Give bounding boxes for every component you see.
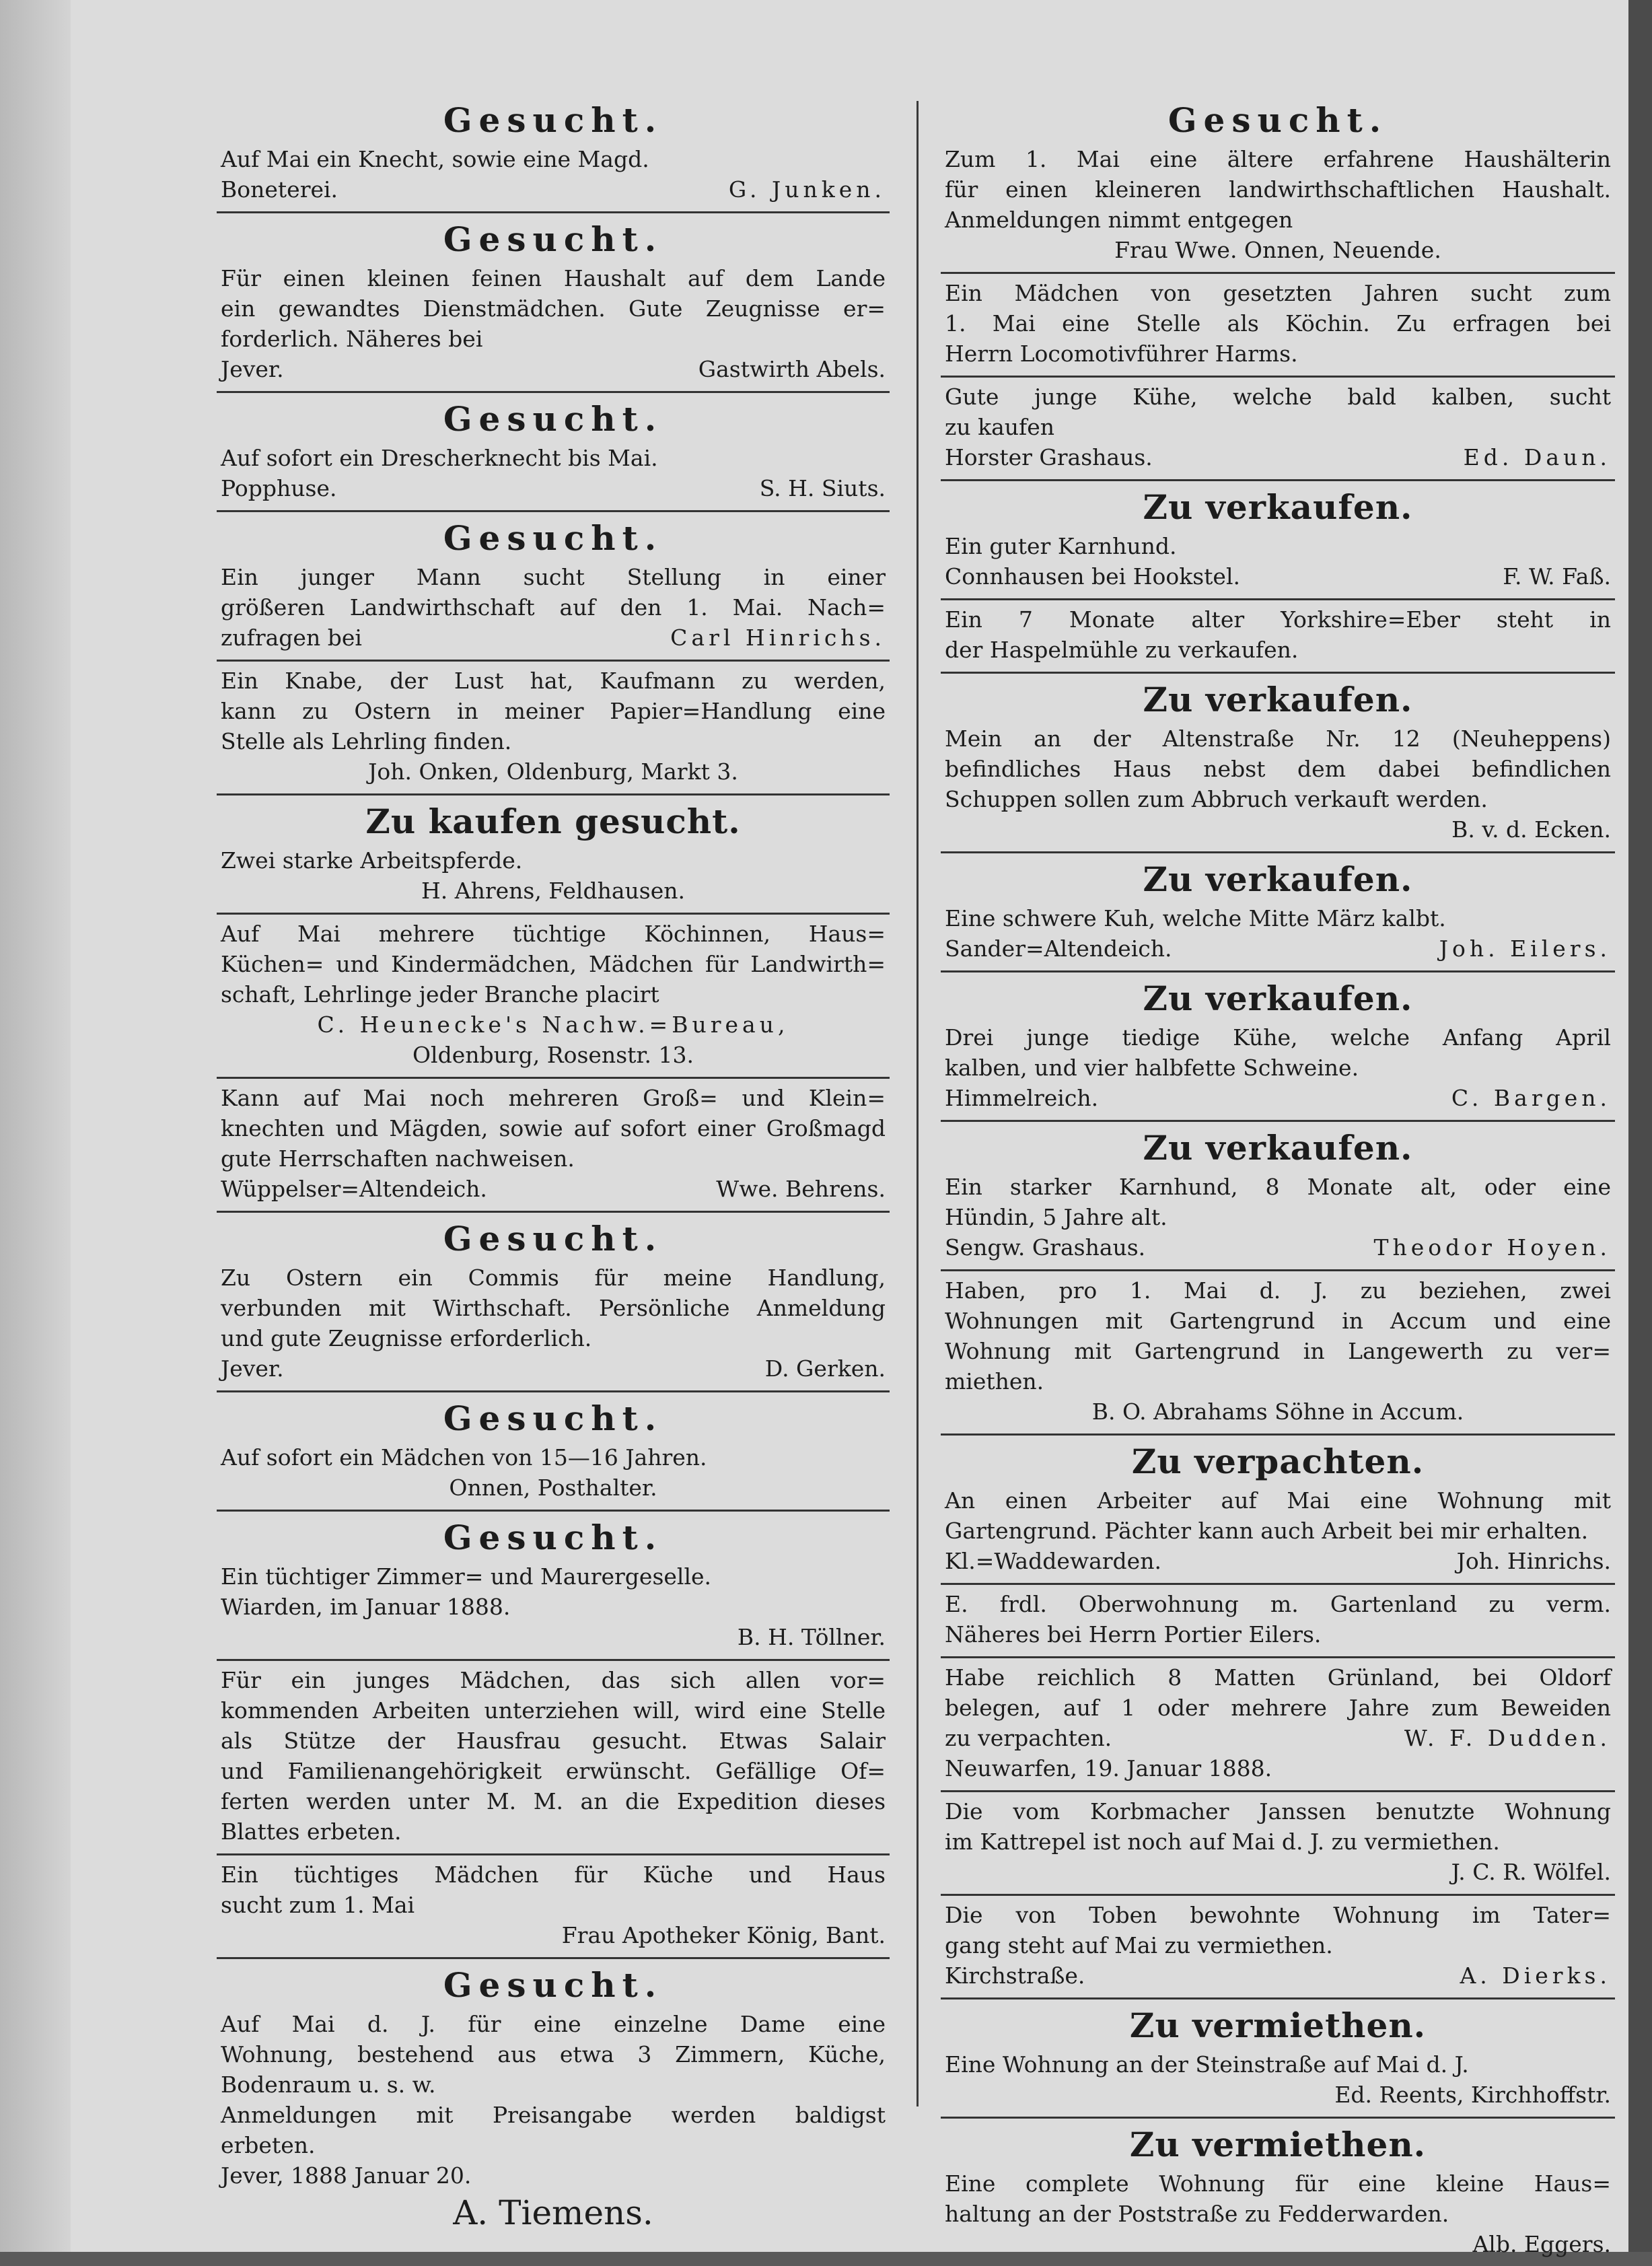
ad-text: Ein junger Mann sucht Stellung in einer <box>221 564 886 590</box>
ad-left-6 <box>217 795 890 915</box>
ad-text: Gartengrund. Pächter kann auch Arbeit bei mir erhalten. <box>945 1518 1589 1544</box>
ad-right-6 <box>941 674 1615 853</box>
ad-signature: Oldenburg, Rosenstr. 13. <box>412 1042 694 1068</box>
ad-right-16 <box>941 1999 1615 2119</box>
ad-right-2 <box>941 274 1615 378</box>
ad-text: E. frdl. Oberwohnung m. Gartenland zu verm. <box>945 1591 1611 1617</box>
ad-signature <box>221 1353 886 1384</box>
ad-text: gute Herrschaften nachweisen. <box>221 1145 575 1172</box>
ad-text: befindliches Haus nebst dem dabei befindlichen <box>945 756 1611 782</box>
ad-text: Bodenraum u. s. w. <box>221 2072 436 2098</box>
ad-text: Ein Mädchen von gesetzten Jahren sucht zum <box>945 280 1611 306</box>
ad-text: Ein Knabe, der Lust hat, Kaufmann zu werden, <box>221 668 886 694</box>
ad-text: sucht zum 1. Mai <box>221 1892 415 1918</box>
ad-text: Schuppen sollen zum Abbruch verkauft werden. <box>945 786 1488 812</box>
ad-signature: Ed. Reents, Kirchhoffstr. <box>1334 2082 1611 2108</box>
ad-right-9 <box>941 1122 1615 1271</box>
ad-signature: Alb. Eggers. <box>1472 2231 1611 2257</box>
ad-text: belegen, auf 1 oder mehrere Jahre zum Beweiden <box>945 1695 1611 1721</box>
ad-left-8 <box>217 1079 890 1213</box>
ad-signature: H. Ahrens, Feldhausen. <box>421 878 685 904</box>
ad-text: Wohnung mit Gartengrund in Langewerth zu ver= <box>945 1338 1611 1364</box>
ad-name: Joh. Eilers. <box>1439 935 1611 962</box>
ad-text: Wohnung, bestehend aus etwa 3 Zimmern, Küche, <box>221 2041 886 2067</box>
ad-place: Boneterei. <box>221 176 338 203</box>
ad-name: D. Gerken. <box>764 1355 886 1382</box>
ad-place: Connhausen bei Hookstel. <box>945 563 1240 590</box>
ad-signature: Onnen, Posthalter. <box>449 1475 657 1501</box>
ad-text: erbeten. <box>221 2132 316 2158</box>
binding-edge <box>0 0 71 2252</box>
ad-text: Zwei starke Arbeitspferde. <box>221 847 523 874</box>
ad-left-11 <box>217 1512 890 1661</box>
ad-heading: Zu verkaufen. <box>1143 680 1413 719</box>
ad-text: verbunden mit Wirthschaft. Persönliche Anmeldung <box>221 1295 886 1321</box>
column-divider <box>917 101 919 2106</box>
ad-text: ferten werden unter M. M. an die Expedition dieses <box>221 1788 886 1814</box>
ad-text: haltung an der Poststraße zu Fedderwarden. <box>945 2201 1449 2227</box>
ad-text: Für einen kleinen feinen Haushalt auf dem Lande <box>221 265 886 291</box>
ad-text: kann zu Ostern in meiner Papier=Handlung eine <box>221 698 886 724</box>
ad-place: Kl.=Waddewarden. <box>945 1548 1161 1574</box>
ad-text: Kann auf Mai noch mehreren Groß= und Klein= <box>221 1085 886 1111</box>
ad-heading: Zu vermiethen. <box>1129 2006 1427 2045</box>
ad-right-8 <box>941 972 1615 1122</box>
ad-text: größeren Landwirthschaft auf den 1. Mai. Nach= <box>221 594 886 621</box>
ad-text: Eine schwere Kuh, welche Mitte März kalbt. <box>945 905 1446 931</box>
ad-signature: J. C. R. Wölfel. <box>1451 1859 1611 1885</box>
ad-text: Hündin, 5 Jahre alt. <box>945 1204 1168 1230</box>
ad-name: Ed. Daun. <box>1463 444 1611 470</box>
ad-heading: Gesucht. <box>443 1398 663 1438</box>
ad-heading: Zu verpachten. <box>1131 1442 1425 1481</box>
ad-text: und gute Zeugnisse erforderlich. <box>221 1325 592 1351</box>
ad-text: Wohnungen mit Gartengrund in Accum und eine <box>945 1308 1611 1334</box>
ad-signature: Joh. Onken, Oldenburg, Markt 3. <box>368 758 738 785</box>
ad-signature: B. v. d. Ecken. <box>1451 816 1611 843</box>
ad-left-13 <box>217 1855 890 1959</box>
ad-text: Die vom Korbmacher Janssen benutzte Wohnung <box>945 1798 1611 1825</box>
ad-text: Stelle als Lehrling finden. <box>221 728 512 754</box>
ad-signature <box>945 442 1611 472</box>
ad-text: Eine complete Wohnung für eine kleine Haus= <box>945 2170 1611 2197</box>
ad-heading: Zu vermiethen. <box>1129 2125 1427 2164</box>
ad-text: Eine Wohnung an der Steinstraße auf Mai d. J. <box>945 2051 1469 2078</box>
ad-text: Ein guter Karnhund. <box>945 533 1177 559</box>
ad-heading: Gesucht. <box>443 1965 663 2005</box>
ad-right-12 <box>941 1585 1615 1658</box>
ad-name: C. Bargen. <box>1451 1085 1611 1111</box>
ad-place: Popphuse. <box>221 475 337 501</box>
ad-signature <box>945 1723 1611 1753</box>
ad-name: Joh. Hinrichs. <box>1456 1548 1611 1574</box>
ad-text: Näheres bei Herrn Portier Eilers. <box>945 1621 1322 1648</box>
ad-right-13 <box>941 1658 1615 1792</box>
ad-text: Ein tüchtiger Zimmer= und Maurergeselle. <box>221 1563 712 1590</box>
ad-right-15 <box>941 1896 1615 1999</box>
ad-text: Blattes erbeten. <box>221 1818 402 1845</box>
ad-name: S. H. Siuts. <box>759 475 886 501</box>
ad-place: Wüppelser=Altendeich. <box>221 1176 487 1202</box>
ad-signature <box>221 473 886 503</box>
ad-right-4 <box>941 481 1615 600</box>
ad-right-5 <box>941 600 1615 674</box>
ad-left-12 <box>217 1661 890 1855</box>
ad-heading: Gesucht. <box>443 399 663 439</box>
ad-text: Haben, pro 1. Mai d. J. zu beziehen, zwei <box>945 1277 1611 1304</box>
ad-text: Neuwarfen, 19. Januar 1888. <box>945 1755 1272 1781</box>
ad-place: Himmelreich. <box>945 1085 1099 1111</box>
ad-text: Mein an der Altenstraße Nr. 12 (Neuheppens) <box>945 725 1611 752</box>
ad-text: im Kattrepel ist noch auf Mai d. J. zu vermiethen. <box>945 1829 1500 1855</box>
ad-text: und Familienangehörigkeit erwünscht. Gefällige Of= <box>221 1758 886 1784</box>
ad-name: G. Junken. <box>728 176 886 203</box>
ad-name: F. W. Faß. <box>1503 563 1611 590</box>
ad-right-11 <box>941 1436 1615 1585</box>
ad-signature <box>221 1174 886 1204</box>
ad-right-3 <box>941 378 1615 481</box>
ad-place: Horster Grashaus. <box>945 444 1153 470</box>
ad-text: An einen Arbeiter auf Mai eine Wohnung mit <box>945 1487 1611 1514</box>
ad-heading: Gesucht. <box>443 100 663 140</box>
ad-text: gang steht auf Mai zu vermiethen. <box>945 1932 1333 1958</box>
ad-text: kalben, und vier halbfette Schweine. <box>945 1055 1359 1081</box>
ad-heading: Gesucht. <box>1168 100 1388 140</box>
ad-signature <box>221 354 886 384</box>
ad-left-10 <box>217 1392 890 1512</box>
ad-name: Carl Hinrichs. <box>670 625 886 651</box>
ad-signature <box>945 1546 1611 1576</box>
ad-text: miethen. <box>945 1368 1044 1394</box>
ad-text: zufragen bei <box>221 625 362 651</box>
ad-text: Auf Mai ein Knecht, sowie eine Magd. <box>221 146 649 172</box>
ad-text: zu verpachten. <box>945 1725 1112 1751</box>
left-column <box>217 94 890 2242</box>
ad-text: Wiarden, im Januar 1888. <box>221 1594 511 1620</box>
ad-text: Ein starker Karnhund, 8 Monate alt, oder eine <box>945 1174 1611 1200</box>
ad-text: ein gewandtes Dienstmädchen. Gute Zeugnisse er= <box>221 295 886 322</box>
ad-left-3 <box>217 393 890 512</box>
ad-text: Küchen= und Kindermädchen, Mädchen für Landwirth= <box>221 951 886 977</box>
ad-text: Ein tüchtiges Mädchen für Küche und Haus <box>221 1862 886 1888</box>
ad-text: Auf Mai d. J. für eine einzelne Dame eine <box>221 2011 886 2037</box>
ad-signature <box>945 561 1611 592</box>
ad-text: Anmeldungen mit Preisangabe werden baldigst <box>221 2102 886 2128</box>
page-edge-shadow <box>1628 0 1652 2252</box>
ad-text: Auf sofort ein Drescherknecht bis Mai. <box>221 445 658 471</box>
ad-place: Sander=Altendeich. <box>945 935 1172 962</box>
ad-right-1 <box>941 94 1615 274</box>
ad-left-5 <box>217 662 890 795</box>
ad-left-4 <box>217 512 890 662</box>
ad-signature: Frau Wwe. Onnen, Neuende. <box>1114 237 1441 263</box>
ad-heading: Gesucht. <box>443 1518 663 1557</box>
ad-signature <box>945 933 1611 964</box>
ad-place: Sengw. Grashaus. <box>945 1234 1146 1261</box>
ad-text: schaft, Lehrlinge jeder Branche placirt <box>221 981 659 1007</box>
ad-name: Gastwirth Abels. <box>698 356 886 382</box>
ad-heading: Gesucht. <box>443 219 663 259</box>
ad-signature: Frau Apotheker König, Bant. <box>561 1922 886 1948</box>
ad-place: Jever. <box>221 356 284 382</box>
ad-text: Die von Toben bewohnte Wohnung im Tater= <box>945 1902 1611 1928</box>
ad-right-17 <box>941 2119 1615 2266</box>
ad-name: W. F. Dudden. <box>1404 1725 1611 1751</box>
ad-text: knechten und Mägden, sowie auf sofort einer Großmagd <box>221 1115 886 1141</box>
ad-heading: Zu verkaufen. <box>1143 859 1413 899</box>
ad-text: als Stütze der Hausfrau gesucht. Etwas Salair <box>221 1728 886 1754</box>
ad-name: Theodor Hoyen. <box>1373 1234 1611 1261</box>
ad-signature: B. O. Abrahams Söhne in Accum. <box>1091 1398 1464 1425</box>
ad-text: zu kaufen <box>945 414 1055 440</box>
ad-text: 1. Mai eine Stelle als Köchin. Zu erfragen bei <box>945 310 1611 337</box>
ad-text: für einen kleineren landwirthschaftlichen Haushalt. <box>945 176 1611 203</box>
ad-text: Zu Ostern ein Commis für meine Handlung, <box>221 1265 886 1291</box>
ad-left-9 <box>217 1213 890 1392</box>
ad-signature <box>945 1232 1611 1263</box>
right-column <box>941 94 1615 2266</box>
ad-left-7 <box>217 915 890 1079</box>
ad-text: kommenden Arbeiten unterziehen will, wird eine Stelle <box>221 1697 886 1724</box>
ad-text: forderlich. Näheres bei <box>221 326 483 352</box>
ad-left-2 <box>217 213 890 393</box>
ad-signature: A. Tiemens. <box>453 2193 653 2232</box>
ad-signature: C. Heunecke's Nachw.=Bureau, <box>317 1012 789 1038</box>
ad-signature <box>221 623 886 653</box>
ad-name: A. Dierks. <box>1460 1962 1611 1989</box>
ad-text: Jever, 1888 Januar 20. <box>221 2162 472 2189</box>
ad-heading: Zu verkaufen. <box>1143 979 1413 1018</box>
ad-signature: B. H. Töllner. <box>737 1624 886 1650</box>
ad-signature <box>221 174 886 205</box>
ad-heading: Gesucht. <box>443 1219 663 1259</box>
ad-heading: Zu verkaufen. <box>1143 487 1413 527</box>
ad-right-10 <box>941 1271 1615 1436</box>
ad-text: Gute junge Kühe, welche bald kalben, sucht <box>945 384 1611 410</box>
ad-text: der Haspelmühle zu verkaufen. <box>945 637 1299 663</box>
ad-text: Drei junge tiedige Kühe, welche Anfang April <box>945 1024 1611 1051</box>
ad-signature <box>945 1960 1611 1991</box>
ad-name: Wwe. Behrens. <box>716 1176 886 1202</box>
ad-right-7 <box>941 853 1615 972</box>
ad-place: Kirchstraße. <box>945 1962 1085 1989</box>
ad-right-14 <box>941 1792 1615 1896</box>
ad-heading: Zu kaufen gesucht. <box>365 802 741 841</box>
ad-text: Habe reichlich 8 Matten Grünland, bei Oldorf <box>945 1664 1611 1691</box>
ad-left-1 <box>217 94 890 213</box>
ad-heading: Gesucht. <box>443 518 663 558</box>
ad-left-14 <box>217 1959 890 2242</box>
ad-heading: Zu verkaufen. <box>1143 1128 1413 1168</box>
ad-text: Ein 7 Monate alter Yorkshire=Eber steht in <box>945 606 1611 633</box>
ad-text: Auf Mai mehrere tüchtige Köchinnen, Haus= <box>221 921 886 947</box>
ad-text: Zum 1. Mai eine ältere erfahrene Haushälterin <box>945 146 1611 172</box>
ad-place: Jever. <box>221 1355 284 1382</box>
ad-signature <box>945 1083 1611 1113</box>
ad-text: Anmeldungen nimmt entgegen <box>945 207 1293 233</box>
ad-text: Auf sofort ein Mädchen von 15—16 Jahren. <box>221 1444 707 1471</box>
ad-text: Für ein junges Mädchen, das sich allen vor= <box>221 1667 886 1693</box>
ad-text: Herrn Locomotivführer Harms. <box>945 341 1298 367</box>
